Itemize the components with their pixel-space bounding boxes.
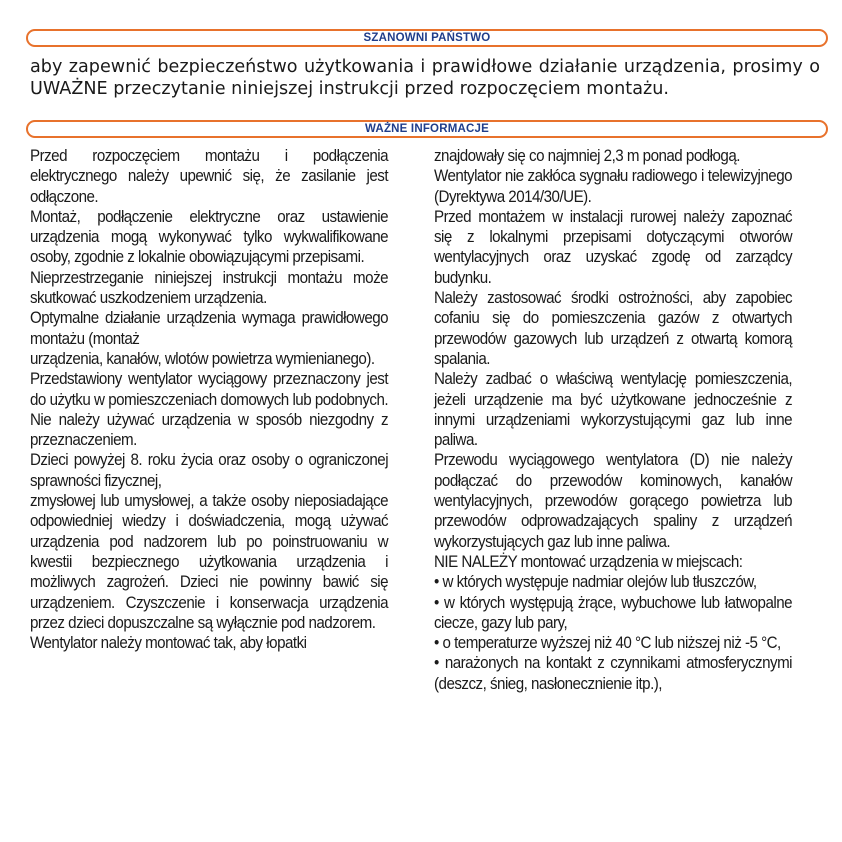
section-header-important-info-label: WAŻNE INFORMACJE <box>365 123 489 135</box>
section-header-greeting <box>26 29 828 47</box>
paragraph: Dzieci powyżej 8. roku życia oraz osoby o ograniczonej sprawności fizycznej, <box>30 451 389 490</box>
paragraph: zmysłowej lub umysłowej, a także osoby nieposiadające odpowiedniej wiedzy i doświadczenia, mogą używać urządzenia pod nadzorem lub po poinstruowaniu w kwestii bezpiecznego użytkowania urządzenia i możliwych zagrożeń. Dzieci nie powinny bawić się urządzeniem. Czyszczenie i konserwacja urządzenia przez dzieci dopuszczalne są wyłącznie pod nadzorem. <box>30 492 389 632</box>
intro-paragraph: aby zapewnić bezpieczeństwo użytkowania i prawidłowe działanie urządzenia, prosimy o UWAŻNE przeczytanie niniejszej instrukcji przed rozpoczęciem montażu. <box>30 57 820 99</box>
paragraph: znajdowały się co najmniej 2,3 m ponad podłogą. <box>434 147 740 165</box>
right-column <box>434 146 792 694</box>
paragraph: Należy zadbać o właściwą wentylację pomieszczenia, jeżeli urządzenie ma być użytkowane jednocześnie z innymi urządzeniami wykorzystującymi gaz lub inne paliwa. <box>434 370 793 450</box>
list-item: • w których występują żrące, wybuchowe lub łatwopalne ciecze, gazy lub pary, <box>434 593 793 632</box>
paragraph: Przedstawiony wentylator wyciągowy przeznaczony jest do użytku w pomieszczeniach domowych lub podobnych. Nie należy używać urządzenia w sposób niezgodny z przeznaczeniem. <box>30 370 389 450</box>
paragraph: Przed rozpoczęciem montażu i podłączenia elektrycznego należy upewnić się, że zasilanie jest odłączone. <box>30 147 389 206</box>
paragraph: Montaż, podłączenie elektryczne oraz ustawienie urządzenia mogą wykonywać tylko wykwalifikowane osoby, zgodnie z lokalnie obowiązującymi przepisami. <box>30 207 389 267</box>
left-column <box>30 146 388 653</box>
list-item: • narażonych na kontakt z czynnikami atmosferycznymi (deszcz, śnieg, nasłonecznienie itp.), <box>434 654 793 693</box>
paragraph: NIE NALEŻY montować urządzenia w miejscach: <box>434 552 743 571</box>
section-header-important-info <box>26 120 828 138</box>
paragraph: Nieprzestrzeganie niniejszej instrukcji montażu może skutkować uszkodzeniem urządzenia. <box>30 268 389 308</box>
paragraph: urządzenia, kanałów, wlotów powietrza wymienianego). <box>30 349 375 368</box>
paragraph: Wentylator nie zakłóca sygnału radiowego i telewizyjnego (Dyrektywa 2014/30/UE). <box>434 167 793 206</box>
section-header-greeting-label: SZANOWNI PAŃSTWO <box>363 32 491 44</box>
list-item: • w których występuje nadmiar olejów lub tłuszczów, <box>434 573 757 592</box>
paragraph: Przed montażem w instalacji rurowej należy zapoznać się z lokalnymi przepisami dotyczącymi otworów wentylacyjnych oraz uzyskać zgodę od zarządcy budynku. <box>434 207 793 287</box>
paragraph: Wentylator należy montować tak, aby łopatki <box>30 634 307 653</box>
paragraph: Optymalne działanie urządzenia wymaga prawidłowego montażu (montaż <box>30 309 389 348</box>
paragraph: Przewodu wyciągowego wentylatora (D) nie należy podłączać do przewodów kominowych, kanałów wentylacyjnych, przewodów gorącego powietrza lub przewodów odprowadzających spaliny z urządzeń wykorzystujących gaz lub inne paliwa. <box>434 451 793 551</box>
paragraph: Należy zastosować środki ostrożności, aby zapobiec cofaniu się do pomieszczenia gazów z otwartych przewodów gazowych lub urządzeń z otwartą komorą spalania. <box>434 289 793 368</box>
list-item: • o temperaturze wyższej niż 40 °C lub niższej niż -5 °C, <box>434 634 781 653</box>
